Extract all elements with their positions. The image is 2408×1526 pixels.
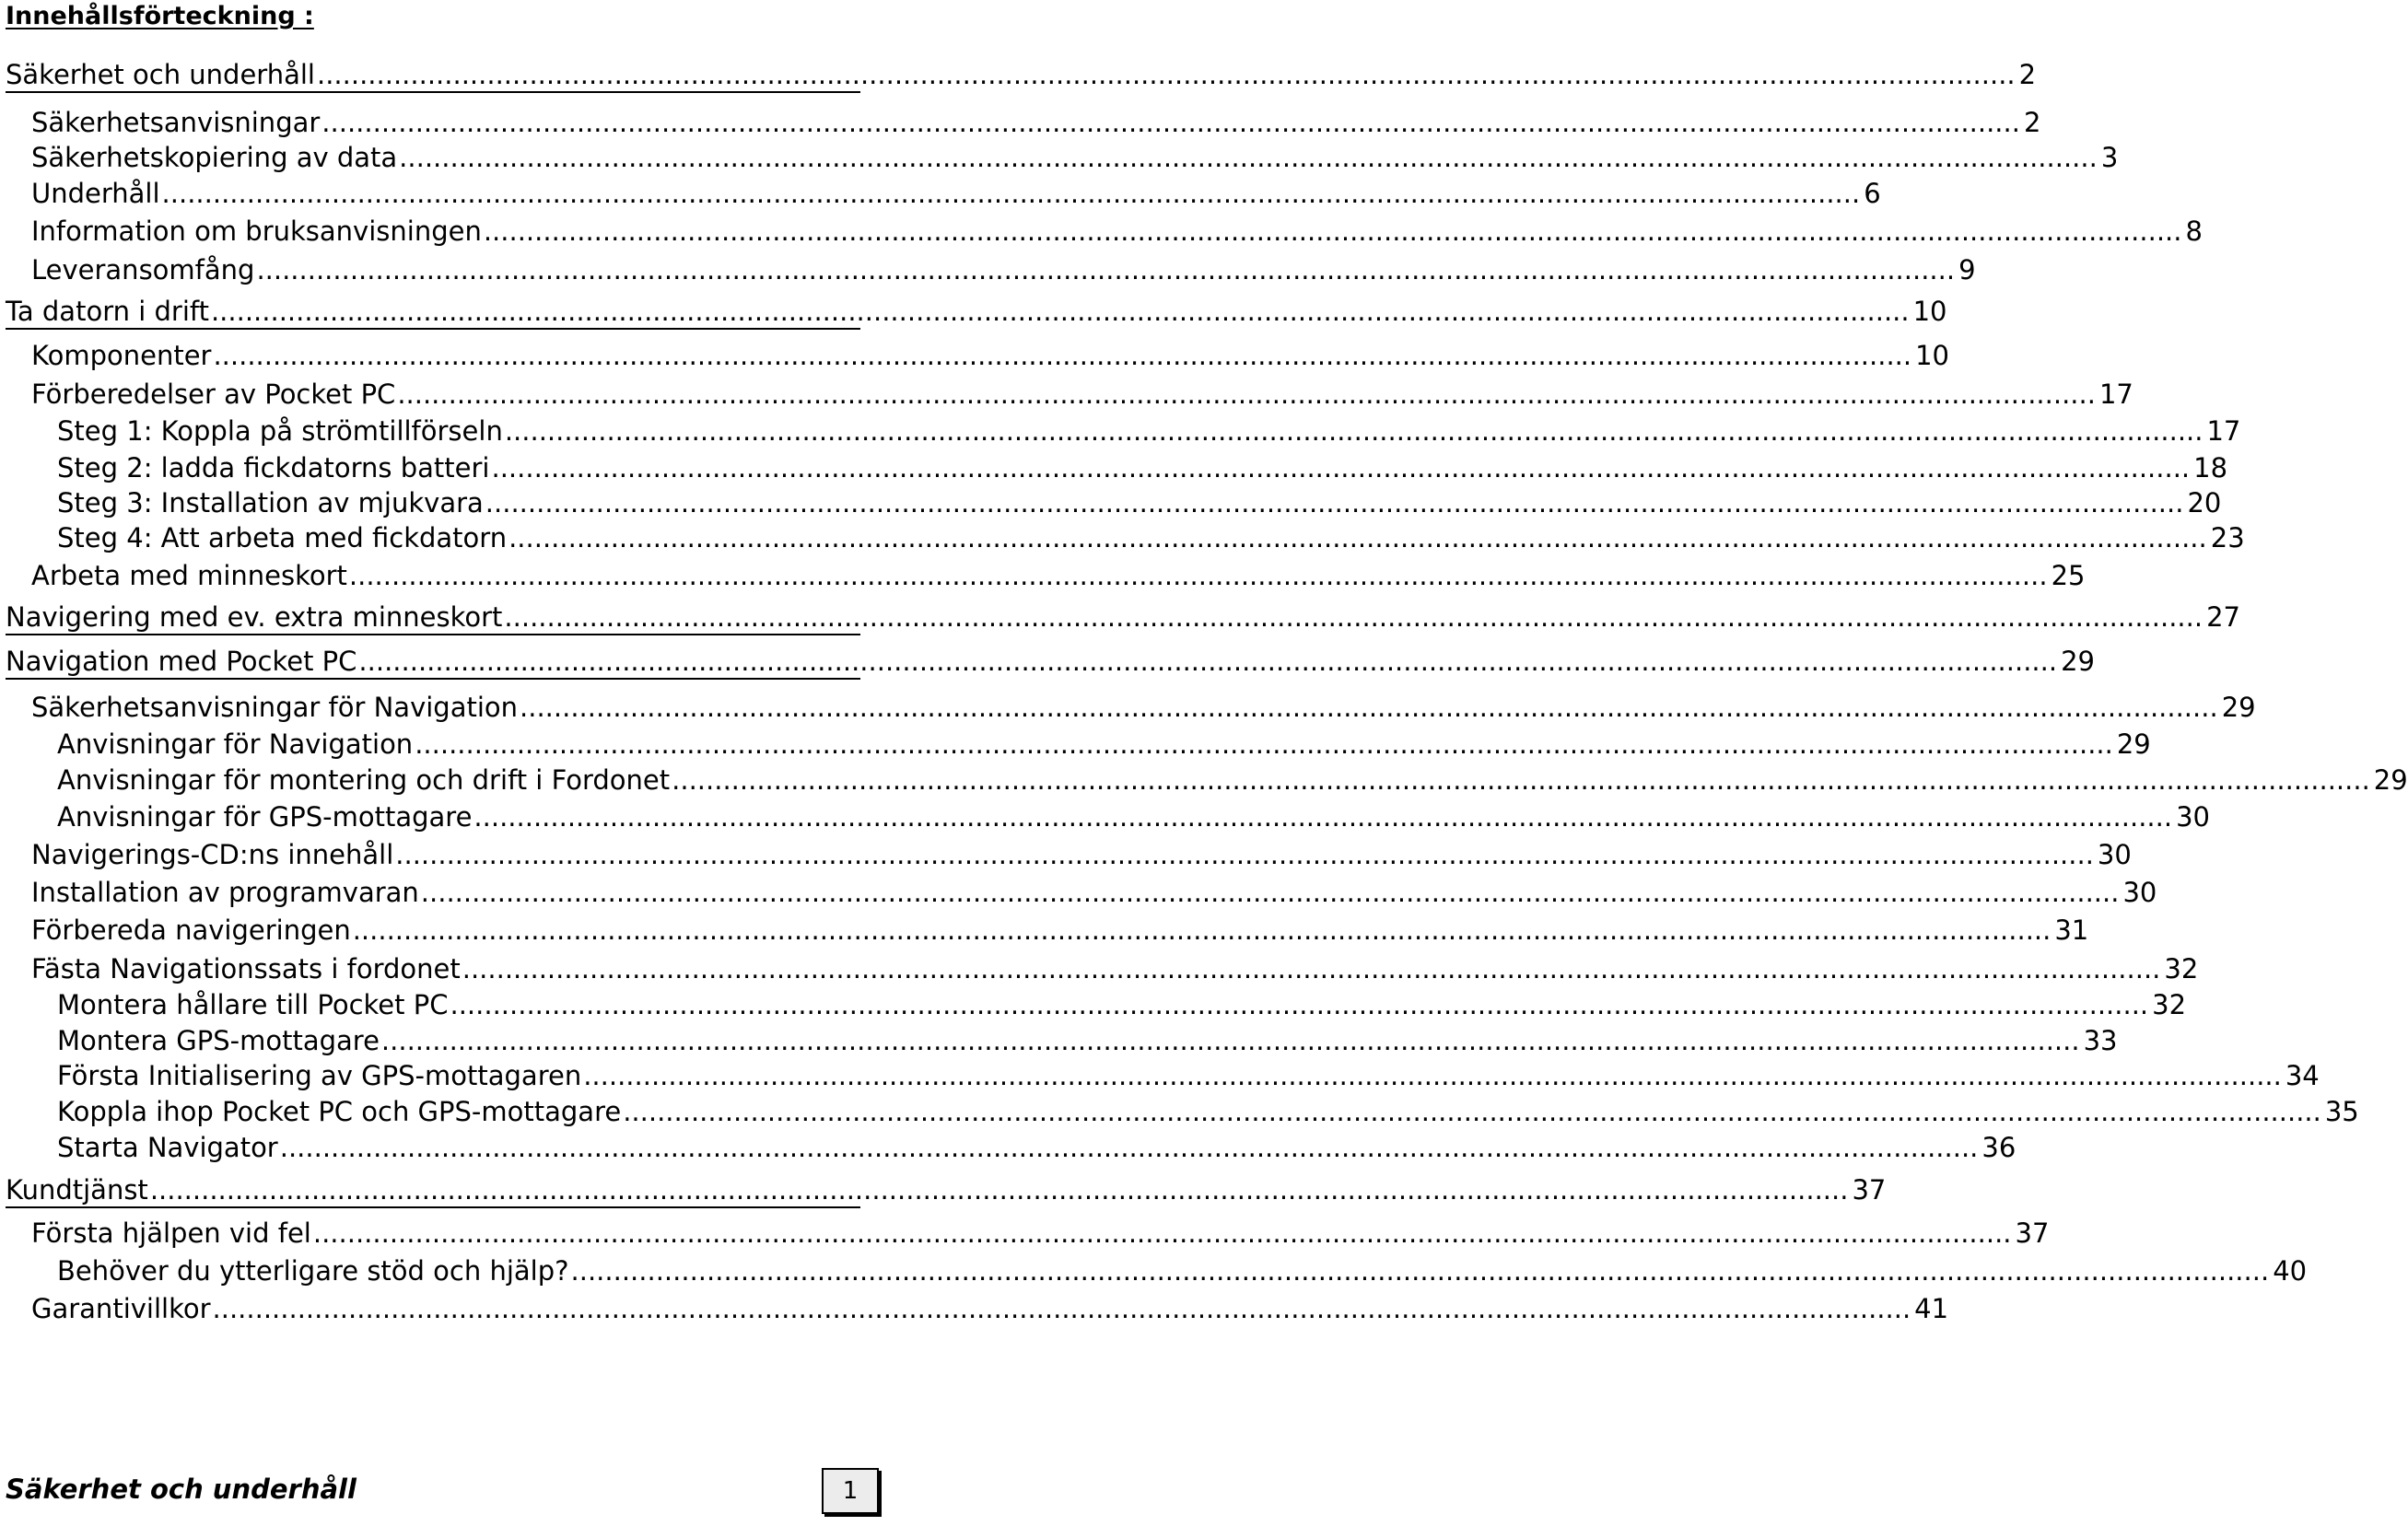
toc-title: Innehållsförteckning :	[6, 2, 314, 30]
toc-entry-label: Steg 3: Installation av mjukvara	[57, 487, 484, 518]
toc-entry-page: 35	[2324, 1096, 2359, 1127]
toc-entry[interactable]	[31, 559, 2086, 592]
dot-leader: ........................................................................................................................................................................................................	[420, 877, 2120, 908]
dot-leader: ........................................................................................................................................................................................................	[348, 560, 2048, 591]
toc-entry-page: 30	[2122, 877, 2157, 908]
toc-entry-label: Förbereda navigeringen	[31, 914, 351, 946]
dot-leader: ........................................................................................................................................................................................................	[520, 692, 2218, 723]
dot-leader: ........................................................................................................................................................................................................	[397, 379, 2096, 410]
toc-entry[interactable]	[31, 838, 2132, 871]
toc-entry-page: 2	[2018, 59, 2037, 90]
dot-leader: ........................................................................................................................................................................................................	[321, 107, 2020, 138]
toc-entry-label: Första Initialisering av GPS-mottagaren	[57, 1060, 582, 1091]
toc-entry-page: 2	[2023, 107, 2041, 138]
toc-entry-label: Förberedelser av Pocket PC	[31, 379, 396, 410]
toc-entry-label: Koppla ihop Pocket PC och GPS-mottagare	[57, 1096, 622, 1127]
toc-entry[interactable]	[31, 106, 2041, 139]
page-number: 1	[842, 1477, 859, 1505]
dot-leader: ........................................................................................................................................................................................................	[508, 522, 2207, 553]
toc-entry-page: 10	[1912, 296, 1947, 327]
toc-entry-page: 17	[2206, 415, 2241, 447]
toc-entry-page: 29	[2116, 728, 2151, 760]
toc-entry[interactable]	[31, 378, 2133, 411]
toc-entry-page: 3	[2100, 142, 2119, 173]
dot-leader: ........................................................................................................................................................................................................	[399, 142, 2098, 173]
toc-entry[interactable]	[31, 914, 2089, 947]
toc-entry-label: Starta Navigator	[57, 1132, 278, 1163]
toc-entry-page: 34	[2285, 1060, 2320, 1091]
toc-entry[interactable]	[6, 295, 1947, 330]
dot-leader: ........................................................................................................................................................................................................	[450, 989, 2149, 1020]
dot-leader: ........................................................................................................................................................................................................	[380, 1025, 2080, 1056]
dot-leader: ........................................................................................................................................................................................................	[623, 1096, 2321, 1127]
toc-entry-label: Navigerings-CD:ns innehåll	[31, 839, 394, 870]
toc-entry[interactable]	[57, 1024, 2118, 1057]
toc-entry[interactable]	[57, 521, 2245, 554]
dot-leader: ........................................................................................................................................................................................................	[570, 1255, 2270, 1287]
dot-leader: ........................................................................................................................................................................................................	[504, 415, 2203, 447]
dot-leader: ........................................................................................................................................................................................................	[210, 296, 1910, 327]
toc-entry-label: Anvisningar för Navigation	[57, 728, 414, 760]
dot-leader: ........................................................................................................................................................................................................	[213, 340, 1912, 371]
toc-entry[interactable]	[57, 1254, 2308, 1287]
toc-entry-label: Navigering med ev. extra minneskort	[6, 601, 503, 633]
toc-entry-page: 32	[2152, 989, 2187, 1020]
toc-entry[interactable]	[31, 177, 1881, 210]
dot-leader: ........................................................................................................................................................................................................	[316, 59, 2016, 90]
toc-entry-page: 37	[2015, 1217, 2050, 1249]
toc-entry-page: 30	[2176, 801, 2210, 833]
toc-entry[interactable]	[31, 1292, 1949, 1325]
toc-entry[interactable]	[31, 876, 2157, 909]
toc-entry[interactable]	[57, 451, 2228, 484]
toc-entry[interactable]	[31, 215, 2203, 248]
toc-entry-page: 10	[1915, 340, 1950, 371]
dot-leader: ........................................................................................................................................................................................................	[352, 914, 2051, 946]
toc-entry[interactable]	[31, 691, 2256, 724]
dot-leader: ........................................................................................................................................................................................................	[473, 801, 2173, 833]
toc-entry-label: Steg 4: Att arbeta med fickdatorn	[57, 522, 508, 553]
toc-entry-page: 36	[1981, 1132, 2016, 1163]
toc-entry-page: 27	[2206, 601, 2240, 633]
toc-entry-page: 33	[2083, 1025, 2118, 1056]
dot-leader: ........................................................................................................................................................................................................	[256, 254, 1956, 285]
toc-entry-page: 20	[2187, 487, 2222, 518]
toc-entry-label: Fästa Navigationssats i fordonet	[31, 953, 461, 984]
toc-entry-page: 30	[2097, 839, 2132, 870]
toc-entry-label: Leveransomfång	[31, 254, 255, 285]
dot-leader: ........................................................................................................................................................................................................	[149, 1174, 1849, 1206]
toc-entry[interactable]	[57, 1095, 2359, 1128]
toc-entry-page: 18	[2193, 452, 2228, 483]
toc-entry[interactable]	[6, 58, 2037, 93]
toc-entry-page: 29	[2373, 764, 2408, 796]
dot-leader: ........................................................................................................................................................................................................	[504, 601, 2203, 633]
toc-entry[interactable]	[57, 988, 2187, 1021]
toc-entry-label: Montera hållare till Pocket PC	[57, 989, 449, 1020]
toc-entry[interactable]	[31, 339, 1950, 372]
toc-entry-label: Underhåll	[31, 178, 160, 209]
dot-leader: ........................................................................................................................................................................................................	[161, 178, 1861, 209]
toc-entry[interactable]	[57, 728, 2151, 761]
toc-entry[interactable]	[57, 763, 2408, 797]
toc-entry[interactable]	[6, 600, 2240, 635]
dot-leader: ........................................................................................................................................................................................................	[583, 1060, 2282, 1091]
toc-entry-label: Steg 2: ladda fickdatorns batteri	[57, 452, 490, 483]
toc-entry-label: Anvisningar för GPS-mottagare	[57, 801, 473, 833]
toc-entry-label: Första hjälpen vid fel	[31, 1217, 311, 1249]
toc-entry-page: 40	[2273, 1255, 2308, 1287]
toc-entry-label: Komponenter	[31, 340, 212, 371]
toc-entry-label: Säkerhetsanvisningar för Navigation	[31, 692, 519, 723]
toc-entry[interactable]	[31, 1217, 2050, 1250]
toc-entry[interactable]	[57, 1059, 2320, 1092]
dot-leader: ........................................................................................................................................................................................................	[462, 953, 2161, 984]
toc-entry-page: 17	[2098, 379, 2133, 410]
page-number-box	[822, 1468, 879, 1514]
toc-entry-page: 8	[2185, 216, 2203, 247]
toc-entry-label: Säkerhetskopiering av data	[31, 142, 398, 173]
toc-entry-label: Navigation med Pocket PC	[6, 646, 357, 677]
toc-entry-label: Behöver du ytterligare stöd och hjälp?	[57, 1255, 569, 1287]
toc-entry[interactable]	[6, 1173, 1887, 1208]
toc-entry-page: 9	[1958, 254, 1976, 285]
toc-entry[interactable]	[6, 645, 2095, 680]
toc-entry-page: 41	[1914, 1293, 1949, 1324]
toc-entry-page: 29	[2221, 692, 2256, 723]
toc-entry-label: Anvisningar för montering och drift i Fordonet	[57, 764, 671, 796]
toc-entry-page: 25	[2051, 560, 2086, 591]
toc-entry[interactable]	[31, 952, 2199, 985]
toc-entry-page: 23	[2210, 522, 2245, 553]
dot-leader: ........................................................................................................................................................................................................	[312, 1217, 2012, 1249]
toc-entry-page: 6	[1864, 178, 1881, 209]
toc-entry-label: Arbeta med minneskort	[31, 560, 347, 591]
toc-entry-label: Garantivillkor	[31, 1293, 211, 1324]
toc-entry[interactable]	[57, 800, 2210, 833]
toc-entry-label: Information om bruksanvisningen	[31, 216, 482, 247]
toc-entry[interactable]	[57, 486, 2222, 519]
dot-leader: ........................................................................................................................................................................................................	[279, 1132, 1979, 1163]
dot-leader: ........................................................................................................................................................................................................	[483, 216, 2182, 247]
toc-entry-page: 29	[2061, 646, 2095, 677]
toc-entry-label: Installation av programvaran	[31, 877, 419, 908]
dot-leader: ........................................................................................................................................................................................................	[672, 764, 2370, 796]
dot-leader: ........................................................................................................................................................................................................	[415, 728, 2113, 760]
toc-entry-label: Montera GPS-mottagare	[57, 1025, 380, 1056]
toc-entry[interactable]	[57, 414, 2241, 448]
toc-entry-label: Säkerhetsanvisningar	[31, 107, 321, 138]
toc-entry-page: 32	[2164, 953, 2199, 984]
toc-entry-label: Steg 1: Koppla på strömtillförseln	[57, 415, 503, 447]
toc-entry[interactable]	[31, 253, 1976, 286]
toc-entry-page: 37	[1852, 1174, 1887, 1206]
dot-leader: ........................................................................................................................................................................................................	[485, 487, 2184, 518]
dot-leader: ........................................................................................................................................................................................................	[395, 839, 2094, 870]
dot-leader: ........................................................................................................................................................................................................	[212, 1293, 1911, 1324]
toc-entry-label: Kundtjänst	[6, 1174, 148, 1206]
toc-entry-label: Ta datorn i drift	[6, 296, 209, 327]
toc-entry-label: Säkerhet och underhåll	[6, 59, 315, 90]
dot-leader: ........................................................................................................................................................................................................	[491, 452, 2191, 483]
toc-entry-page: 31	[2054, 914, 2089, 946]
toc-entry[interactable]	[31, 141, 2119, 174]
toc-entry[interactable]	[57, 1131, 2016, 1164]
footer-section-title: Säkerhet och underhåll	[6, 1474, 357, 1505]
dot-leader: ........................................................................................................................................................................................................	[358, 646, 2058, 677]
